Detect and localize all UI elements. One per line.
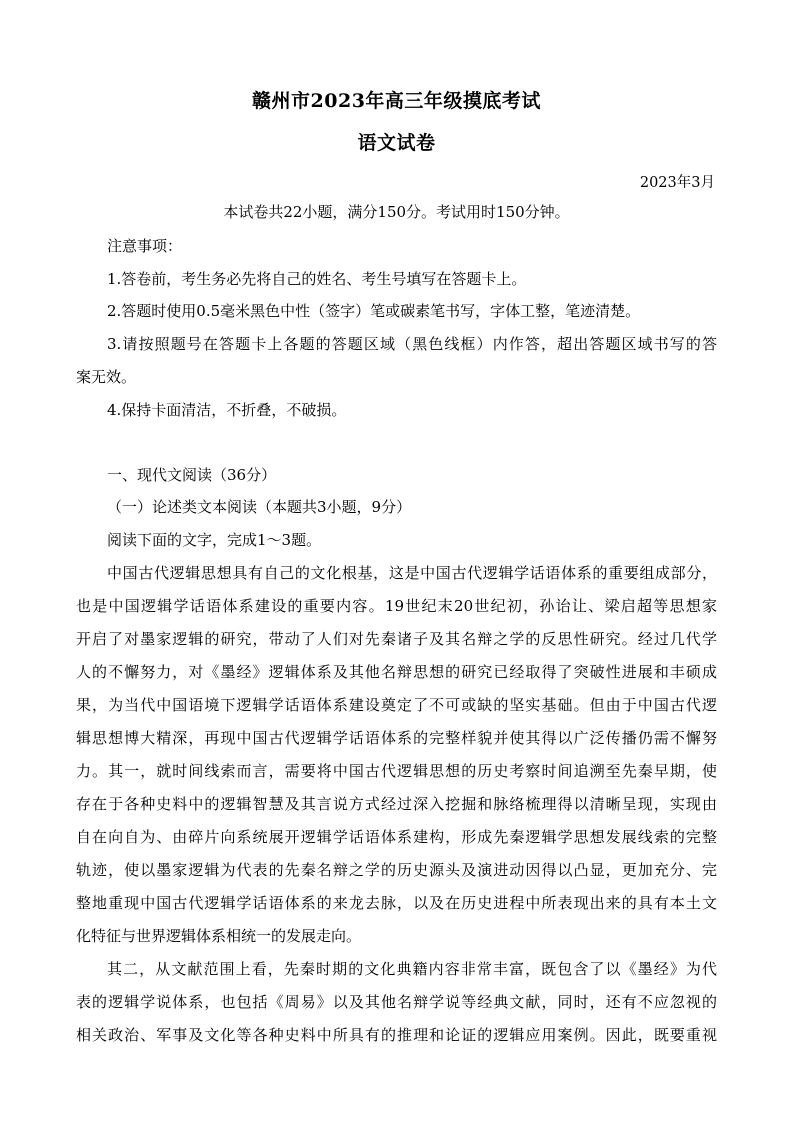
passage-line: 开启了对墨家逻辑的研究，带动了人们对先秦诸子及其名辩之学的反思性研究。经过几代学 — [76, 630, 717, 648]
section-subheading: （一）论述类文本阅读（本题共3小题，9分） — [107, 498, 412, 516]
passage-line: 化特征与世界逻辑体系相统一的发展走向。 — [76, 927, 362, 945]
passage-line: 轨迹，使以墨家逻辑为代表的先秦名辩之学的历史源头及演进动因得以凸显，更加充分、完 — [76, 861, 717, 879]
reading-instruction: 阅读下面的文字，完成1～3题。 — [107, 531, 322, 549]
passage-line: 人的不懈努力，对《墨经》逻辑体系及其他名辩思想的研究已经取得了突破性进展和丰硕成 — [76, 663, 717, 681]
passage-line: 辑思想博大精深，再现中国古代逻辑学话语体系的完整样貌并使其得以广泛传播仍需不懈努 — [76, 729, 717, 747]
note-item-1: 1.答卷前，考生务必先将自己的姓名、考生号填写在答题卡上。 — [107, 270, 527, 288]
passage-line: 存在于各种史料中的逻辑智慧及其言说方式经过深入挖掘和脉络梳理得以清晰呈现，实现由 — [76, 795, 717, 813]
passage-line: 自在向自为、由碎片向系统展开逻辑学话语体系建构，形成先秦逻辑学思想发展线索的完整 — [76, 828, 717, 846]
notes-heading: 注意事项： — [107, 237, 183, 255]
exam-date: 2023年3月 — [639, 175, 715, 191]
exam-intro: 本试卷共22小题，满分150分。考试用时150分钟。 — [223, 203, 570, 221]
note-item-2: 2.答题时使用0.5毫米黑色中性（签字）笔或碳素笔书写，字体工整，笔迹清楚。 — [107, 302, 641, 320]
passage-line: 整地重现中国古代逻辑学话语体系的来龙去脉，以及在历史进程中所表现出来的具有本土文 — [76, 894, 717, 912]
passage-line: 中国古代逻辑思想具有自己的文化根基，这是中国古代逻辑学话语体系的重要组成部分， — [107, 564, 717, 582]
passage-line: 其二，从文献范围上看，先秦时期的文化典籍内容非常丰富，既包含了以《墨经》为代 — [107, 960, 717, 978]
passage-line: 也是中国逻辑学话语体系建设的重要内容。19世纪末20世纪初，孙诒让、梁启超等思想家 — [76, 597, 717, 615]
passage-line: 果，为当代中国语境下逻辑学话语体系建设奠定了不可或缺的坚实基础。但由于中国古代逻 — [76, 696, 717, 714]
passage-line: 相关政治、军事及文化等各种史料中所具有的推理和论证的逻辑应用案例。因此，既要重视 — [76, 1026, 717, 1044]
note-item-4: 4.保持卡面清洁，不折叠，不破损。 — [107, 401, 347, 419]
note-item-3: 3.请按照题号在答题卡上各题的答题区域（黑色线框）内作答，超出答题区域书写的答 — [107, 335, 717, 353]
note-item-3-continued: 案无效。 — [76, 368, 137, 386]
exam-title: 赣州市2023年高三年级摸底考试 — [252, 90, 541, 112]
passage-line: 表的逻辑学说体系，也包括《周易》以及其他名辩学说等经典文献，同时，还有不应忽视的 — [76, 993, 717, 1011]
passage-line: 力。其一，就时间线索而言，需要将中国古代逻辑思想的历史考察时间追溯至先秦早期，使 — [76, 762, 717, 780]
exam-subtitle: 语文试卷 — [357, 132, 436, 154]
section-heading: 一、现代文阅读（36分） — [107, 466, 277, 484]
